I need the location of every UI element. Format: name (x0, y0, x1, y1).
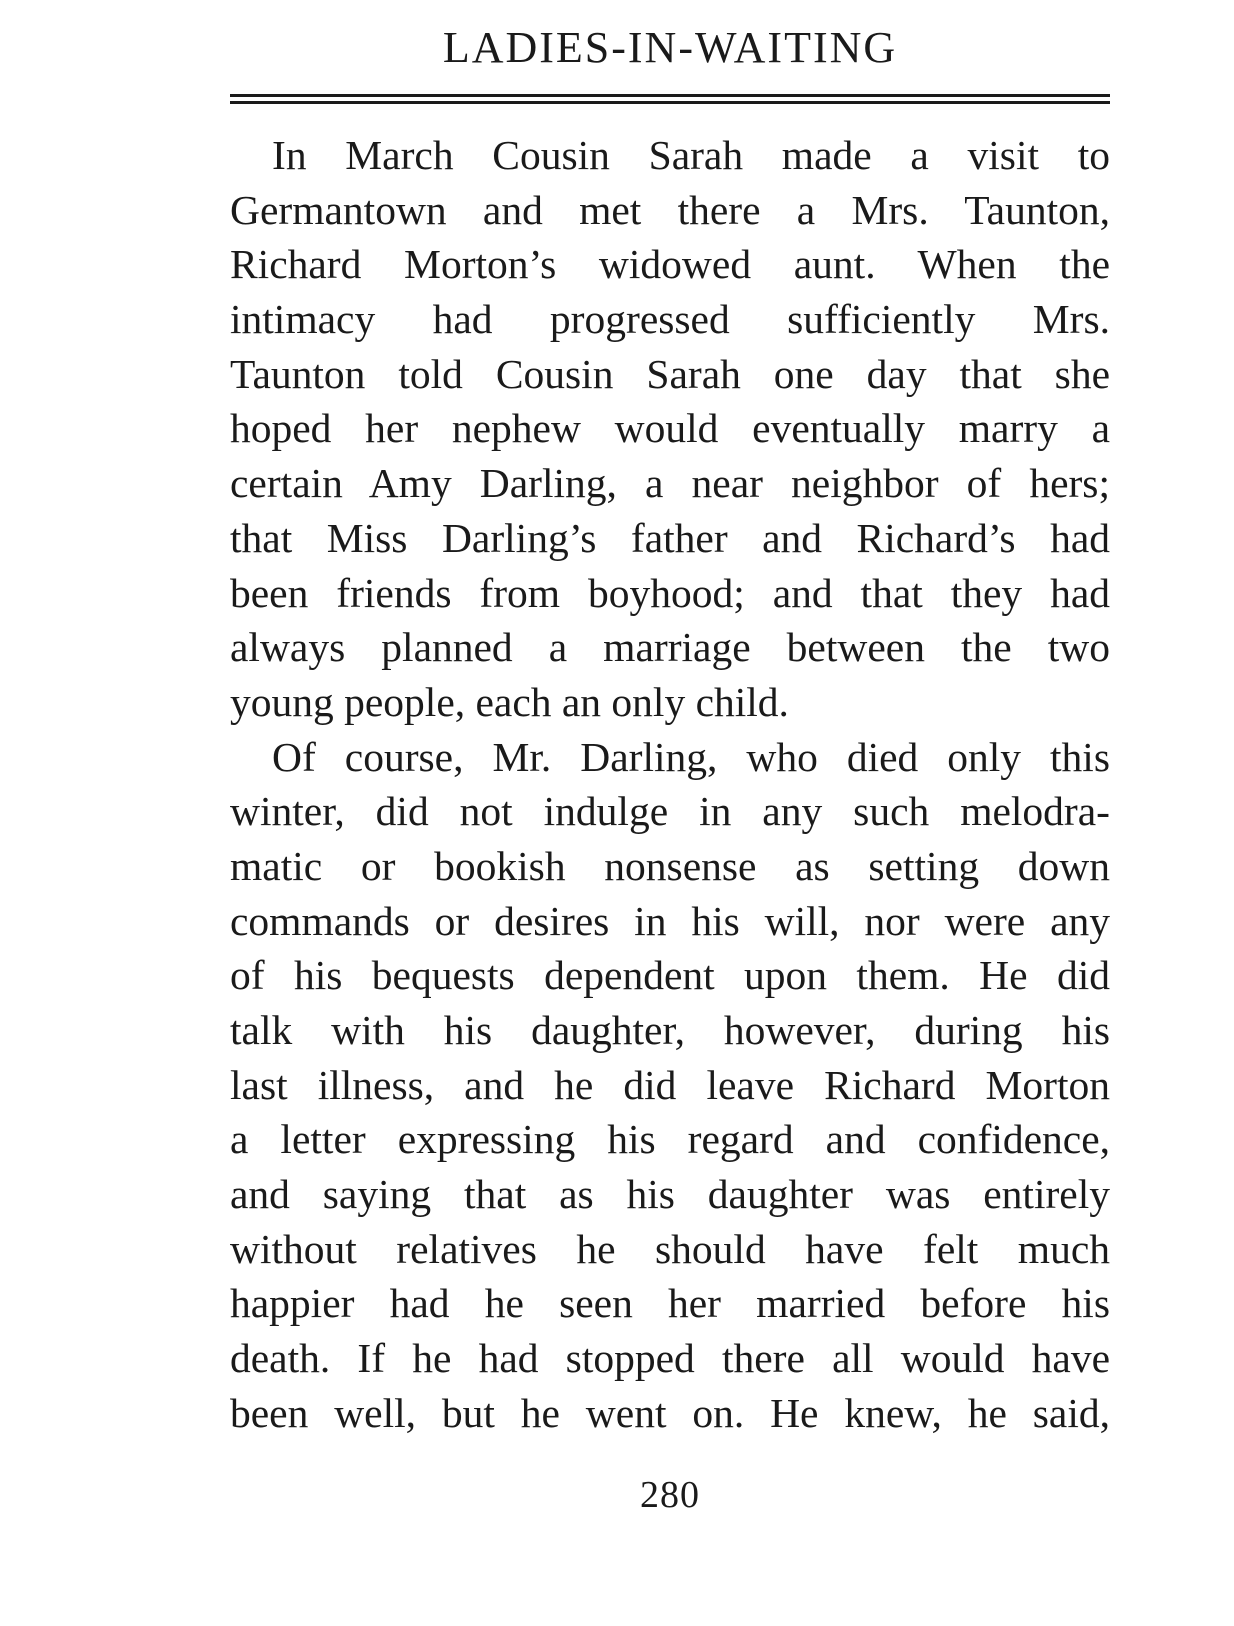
text-line: and saying that as his daughter was entirely (230, 1171, 1110, 1218)
text-line: Germantown and met there a Mrs. Taunton, (230, 186, 1110, 233)
text-line: winter, did not indulge in any such melodra- (230, 788, 1110, 835)
text-line: last illness, and he did leave Richard Morton (230, 1061, 1110, 1108)
page-number: 280 (640, 1474, 700, 1516)
text-line: Taunton told Cousin Sarah one day that she (230, 350, 1110, 397)
text-line: happier had he seen her married before his (230, 1280, 1110, 1327)
text-line: been well, but he went on. He knew, he said, (230, 1389, 1110, 1436)
text-line: Of course, Mr. Darling, who died only this (272, 733, 1110, 780)
running-head: LADIES-IN-WAITING (442, 23, 898, 72)
text-line: commands or desires in his will, nor were any (230, 897, 1110, 944)
text-line: In March Cousin Sarah made a visit to (272, 132, 1110, 178)
text-line: that Miss Darling’s father and Richard’s had (230, 514, 1110, 561)
text-line: been friends from boyhood; and that they had (230, 569, 1110, 616)
text-line: certain Amy Darling, a near neighbor of hers; (230, 460, 1110, 507)
text-line: matic or bookish nonsense as setting down (230, 842, 1110, 889)
body-text (230, 128, 1110, 1441)
text-line: always planned a marriage between the two (230, 624, 1110, 671)
text-line: without relatives he should have felt much (230, 1225, 1110, 1272)
text-line: young people, each an only child. (230, 678, 789, 725)
text-line: talk with his daughter, however, during his (230, 1007, 1110, 1053)
text-line: death. If he had stopped there all would have (230, 1335, 1110, 1382)
text-line: a letter expressing his regard and confidence, (230, 1116, 1110, 1163)
header-double-rule (230, 94, 1110, 104)
text-line: intimacy had progressed sufficiently Mrs. (230, 296, 1110, 343)
book-page (230, 18, 1110, 1516)
text-line: Richard Morton’s widowed aunt. When the (230, 241, 1110, 288)
text-line: of his bequests dependent upon them. He did (230, 952, 1110, 999)
text-line: hoped her nephew would eventually marry a (230, 405, 1110, 452)
